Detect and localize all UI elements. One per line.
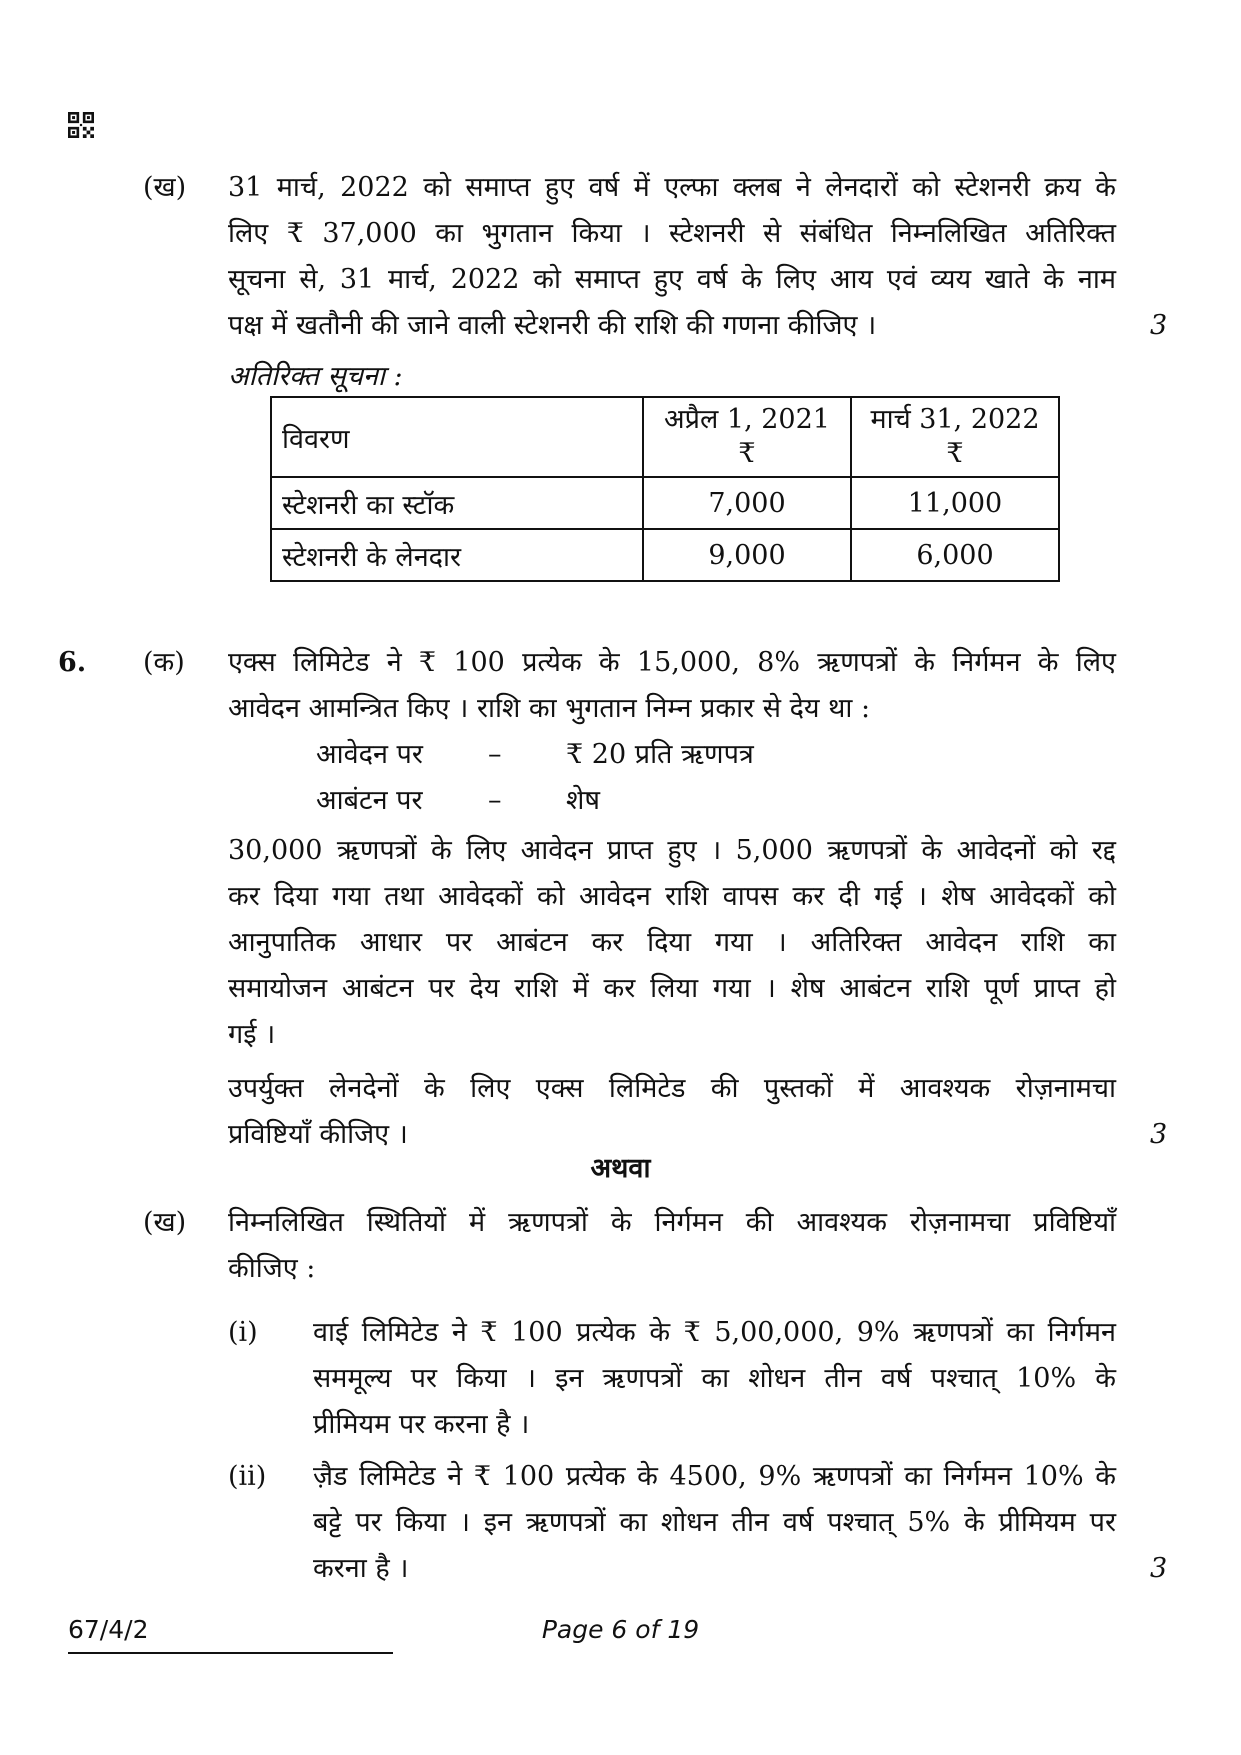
table-header-particulars: विवरण [271, 397, 643, 477]
q6b-marks: 3 [1150, 1553, 1168, 1584]
q5b-label: (ख) [143, 172, 187, 203]
q6a-instruction-line: प्रविष्टियाँ कीजिए । [228, 1119, 408, 1150]
q5b-marks: 3 [1150, 310, 1168, 341]
table-header-col2-currency: ₹ [946, 438, 964, 469]
q6b-item-text [313, 1310, 1116, 1448]
payment-dash: – [488, 785, 502, 816]
q6b-item-label: (i) [228, 1317, 258, 1348]
q6b-item-line: करना है । [313, 1553, 409, 1584]
q6a-body-line: समायोजन आबंटन पर देय राशि में कर लिया गया । शेष आबंटन राशि पूर्ण प्राप्त हो [228, 973, 1116, 1004]
q5b-line: 31 मार्च, 2022 को समाप्त हुए वर्ष में एल्फा क्लब ने लेनदारों को स्टेशनरी क्रय के [228, 172, 1116, 203]
q6a-instruction-line: उपर्युक्त लेनदेनों के लिए एक्स लिमिटेड की पुस्तकों में आवश्यक रोज़नामचा [228, 1073, 1116, 1104]
or-heading: अथवा [590, 1153, 651, 1184]
table-header-col1-date: अप्रैल 1, 2021 [664, 404, 830, 435]
q6b-item-line: बट्टे पर किया । इन ऋणपत्रों का शोधन तीन वर्ष पश्चात् 5% के प्रीमियम पर [313, 1507, 1116, 1538]
q6a-intro-line: एक्स लिमिटेड ने ₹ 100 प्रत्येक के 15,000, 8% ऋणपत्रों के निर्गमन के लिए [228, 647, 1116, 678]
table-header-col1 [643, 397, 851, 477]
q6b-item-text [313, 1454, 1116, 1592]
payment-dash: – [488, 739, 502, 770]
table-cell-value: 11,000 [851, 477, 1059, 529]
q6a-intro [228, 640, 1116, 732]
q6a-intro-line: आवेदन आमन्त्रित किए । राशि का भुगतान निम्न प्रकार से देय था : [228, 693, 871, 724]
table-header-col2 [851, 397, 1059, 477]
q6b-intro-line: कीजिए : [228, 1253, 316, 1284]
q5b-line: सूचना से, 31 मार्च, 2022 को समाप्त हुए वर्ष के लिए आय एवं व्यय खाते के नाम [228, 264, 1116, 295]
q6b-intro [228, 1200, 1116, 1292]
additional-info-label: अतिरिक्त सूचना : [228, 361, 403, 392]
table-header-col1-currency: ₹ [738, 438, 756, 469]
q6b-intro-line: निम्नलिखित स्थितियों में ऋणपत्रों के निर्गमन की आवश्यक रोज़नामचा प्रविष्टियाँ [228, 1207, 1116, 1238]
q6a-body-line: 30,000 ऋणपत्रों के लिए आवेदन प्राप्त हुए । 5,000 ऋणपत्रों के आवेदनों को रद्द [228, 835, 1116, 866]
payment-stage: आवेदन पर [316, 739, 423, 770]
table-cell-particulars: स्टेशनरी का स्टॉक [271, 477, 643, 529]
table-row [271, 529, 1059, 581]
table-cell-value: 6,000 [851, 529, 1059, 581]
q5b-line: लिए ₹ 37,000 का भुगतान किया । स्टेशनरी से संबंधित निम्नलिखित अतिरिक्त [228, 218, 1116, 249]
q6a-body-line: गई । [228, 1019, 276, 1050]
table-cell-particulars: स्टेशनरी के लेनदार [271, 529, 643, 581]
table-header-row [271, 397, 1059, 477]
footer-divider [68, 1652, 393, 1654]
q6a-body [228, 828, 1116, 1058]
q6b-item-line: सममूल्य पर किया । इन ऋणपत्रों का शोधन तीन वर्ष पश्चात् 10% के [313, 1363, 1116, 1394]
paper-code: 67/4/2 [68, 1615, 149, 1644]
q6b-item-label: (ii) [228, 1461, 267, 1492]
q6a-marks: 3 [1150, 1119, 1168, 1150]
q6a-instruction [228, 1066, 1116, 1158]
table-cell-value: 7,000 [643, 477, 851, 529]
q6b-item-line: प्रीमियम पर करना है । [313, 1409, 530, 1440]
payment-amount: शेष [566, 785, 600, 816]
q6b-item-line: ज़ैड लिमिटेड ने ₹ 100 प्रत्येक के 4500, 9% ऋणपत्रों का निर्गमन 10% के [313, 1461, 1116, 1492]
q6a-label: (क) [143, 647, 185, 678]
q5b-line: पक्ष में खतौनी की जाने वाली स्टेशनरी की राशि की गणना कीजिए । [228, 310, 877, 341]
table-row [271, 477, 1059, 529]
payment-stage: आबंटन पर [316, 785, 423, 816]
q6b-item-line: वाई लिमिटेड ने ₹ 100 प्रत्येक के ₹ 5,00,000, 9% ऋणपत्रों का निर्गमन [313, 1317, 1116, 1348]
q5b-text [228, 165, 1116, 349]
stationery-info-table [270, 396, 1060, 582]
qr-code-icon [68, 112, 94, 138]
q6-number: 6. [58, 647, 87, 678]
page-number: Page 6 of 19 [541, 1615, 700, 1644]
q6a-body-line: आनुपातिक आधार पर आबंटन कर दिया गया । अतिरिक्त आवेदन राशि का [228, 927, 1116, 958]
payment-amount: ₹ 20 प्रति ऋणपत्र [566, 739, 754, 770]
table-header-col2-date: मार्च 31, 2022 [870, 404, 1040, 435]
q6a-body-line: कर दिया गया तथा आवेदकों को आवेदन राशि वापस कर दी गई । शेष आवेदकों को [228, 881, 1116, 912]
q6b-label: (ख) [143, 1207, 187, 1238]
table-cell-value: 9,000 [643, 529, 851, 581]
